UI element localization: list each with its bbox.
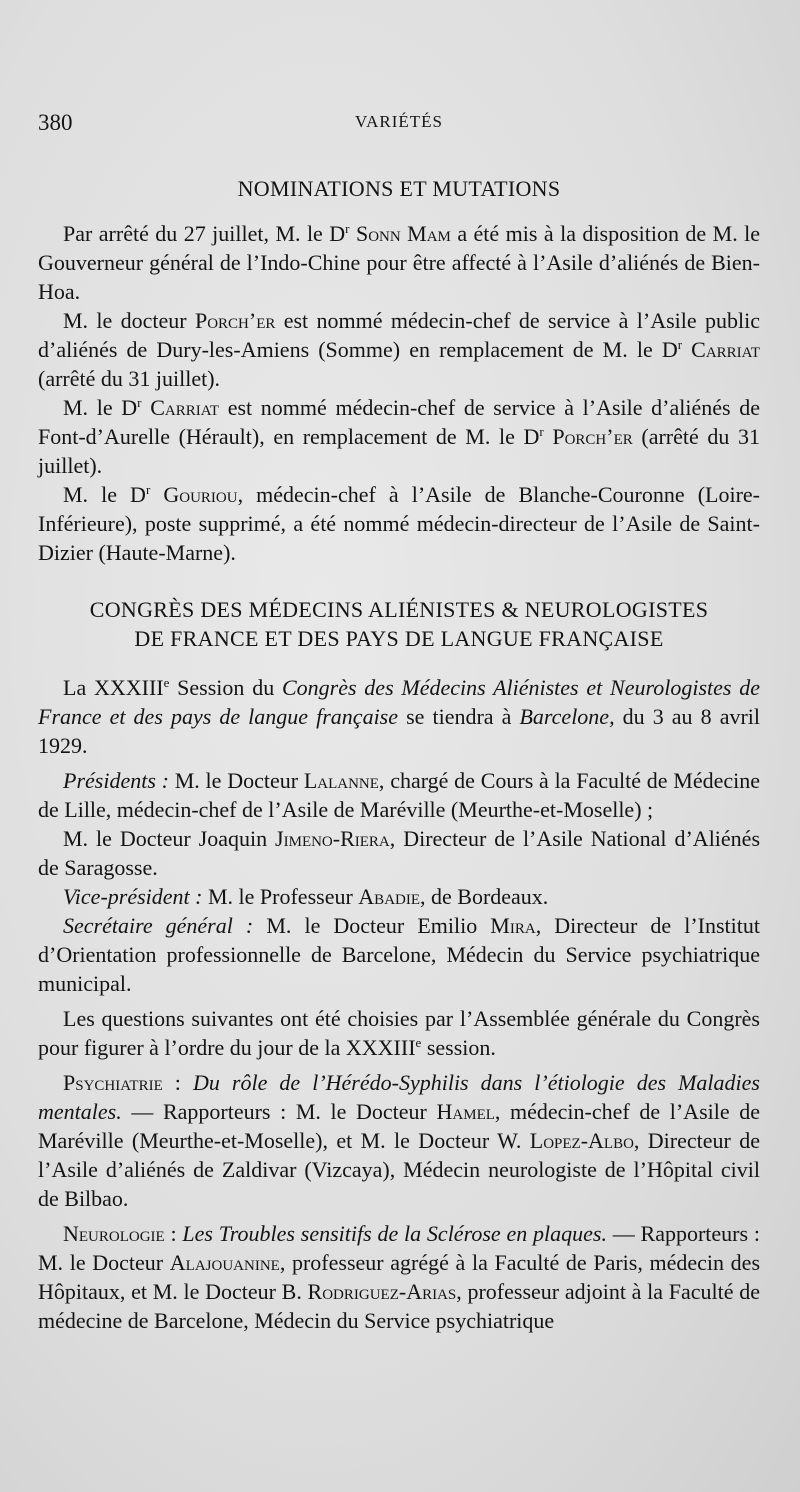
paragraph: Présidents : M. le Docteur Lalanne, chargé de Cours à la Faculté de Médecine de Lille, médecin-chef de l’Asile de Maréville (Meurthe-et-Moselle) ; — [38, 768, 760, 822]
paragraph: M. le $D^r$ Gouriou, médecin-chef à l’Asile de Blanche-Couronne (Loire-Inférieure), poste supprimé, a été nommé médecin-directeur de l’Asile de Saint-Dizier (Haute-Marne). — [38, 482, 761, 565]
running-header — [38, 100, 760, 140]
paragraph: Secrétaire général : M. le Docteur Emilio Mira, Directeur de l’Institut d’Orientation professionnelle de Barcelone, Médecin du Service psychiatrique municipal. — [38, 913, 761, 996]
section-title-congres: CONGRÈS DES MÉDECINS ALIÉNISTES & NEUROLOGISTES DE FRANCE ET DES PAYS DE LANGUE FRANÇAISE — [89, 597, 709, 651]
paragraph: Vice-président : M. le Professeur Abadie, de Bordeaux. — [63, 884, 549, 909]
section-title-nominations: NOMINATIONS ET MUTATIONS — [237, 176, 561, 201]
paragraph: M. le Docteur Joaquin Jimeno-Riera, Directeur de l’Asile National d’Aliénés de Saragosse. — [38, 826, 761, 880]
paragraph: Neurologie : Les Troubles sensitifs de la Sclérose en plaques. — Rapporteurs : M. le Docteur Alajouanine, professeur agrégé à la Faculté de Paris, médecin des Hôpitaux, et M. le Docteur B. Rodriguez-Arias, professeur adjoint à la Faculté de médecine de Barcelone, Médecin du Service psychiatrique — [38, 1221, 761, 1333]
paragraph: Les questions suivantes ont été choisies par l’Assemblée générale du Congrès pour figurer à l’ordre du jour de la XXXIIIe session. — [38, 1006, 760, 1060]
paragraph: M. le docteur Porch’er est nommé médecin-chef de service à l’Asile public d’aliénés de Dury-les-Amiens (Somme) en remplacement de M. le $D^r$ Carriat (arrêté du 31 juillet). — [38, 308, 760, 391]
paragraph: La XXXIIIe Session du Congrès des Médecins Aliénistes et Neurologistes de France et des pays de langue française se tiendra à Barcelone, du 3 au 8 avril 1929. — [38, 675, 761, 758]
paragraph: Psychiatrie : Du rôle de l’Hérédo-Syphilis dans l’étiologie des Maladies mentales. — Rapporteurs : M. le Docteur Hamel, médecin-chef de l’Asile de Maréville (Meurthe-et-Moselle), et M. le Docteur W. Lopez-Albo, Directeur de l’Asile d’aliénés de Zaldivar (Vizcaya), Médecin neurologiste de l’Hôpital civil de Bilbao. — [38, 1070, 761, 1211]
running-title: VARIÉTÉS — [355, 112, 443, 131]
paragraph: M. le $D^r$ Carriat est nommé médecin-chef de service à l’Asile d’aliénés de Font-d’Aurelle (Hérault), en remplacement de M. le $D^r$ Porch’er (arrêté du 31 juillet). — [38, 395, 761, 478]
paragraph: Par arrêté du 27 juillet, M. le $D^r$ Sonn Mam a été mis à la disposition de M. le Gouverneur général de l’Indo-Chine pour être affecté à l’Asile d’aliénés de Bien-Hoa. — [38, 221, 761, 304]
page-number: 380 — [38, 110, 73, 135]
